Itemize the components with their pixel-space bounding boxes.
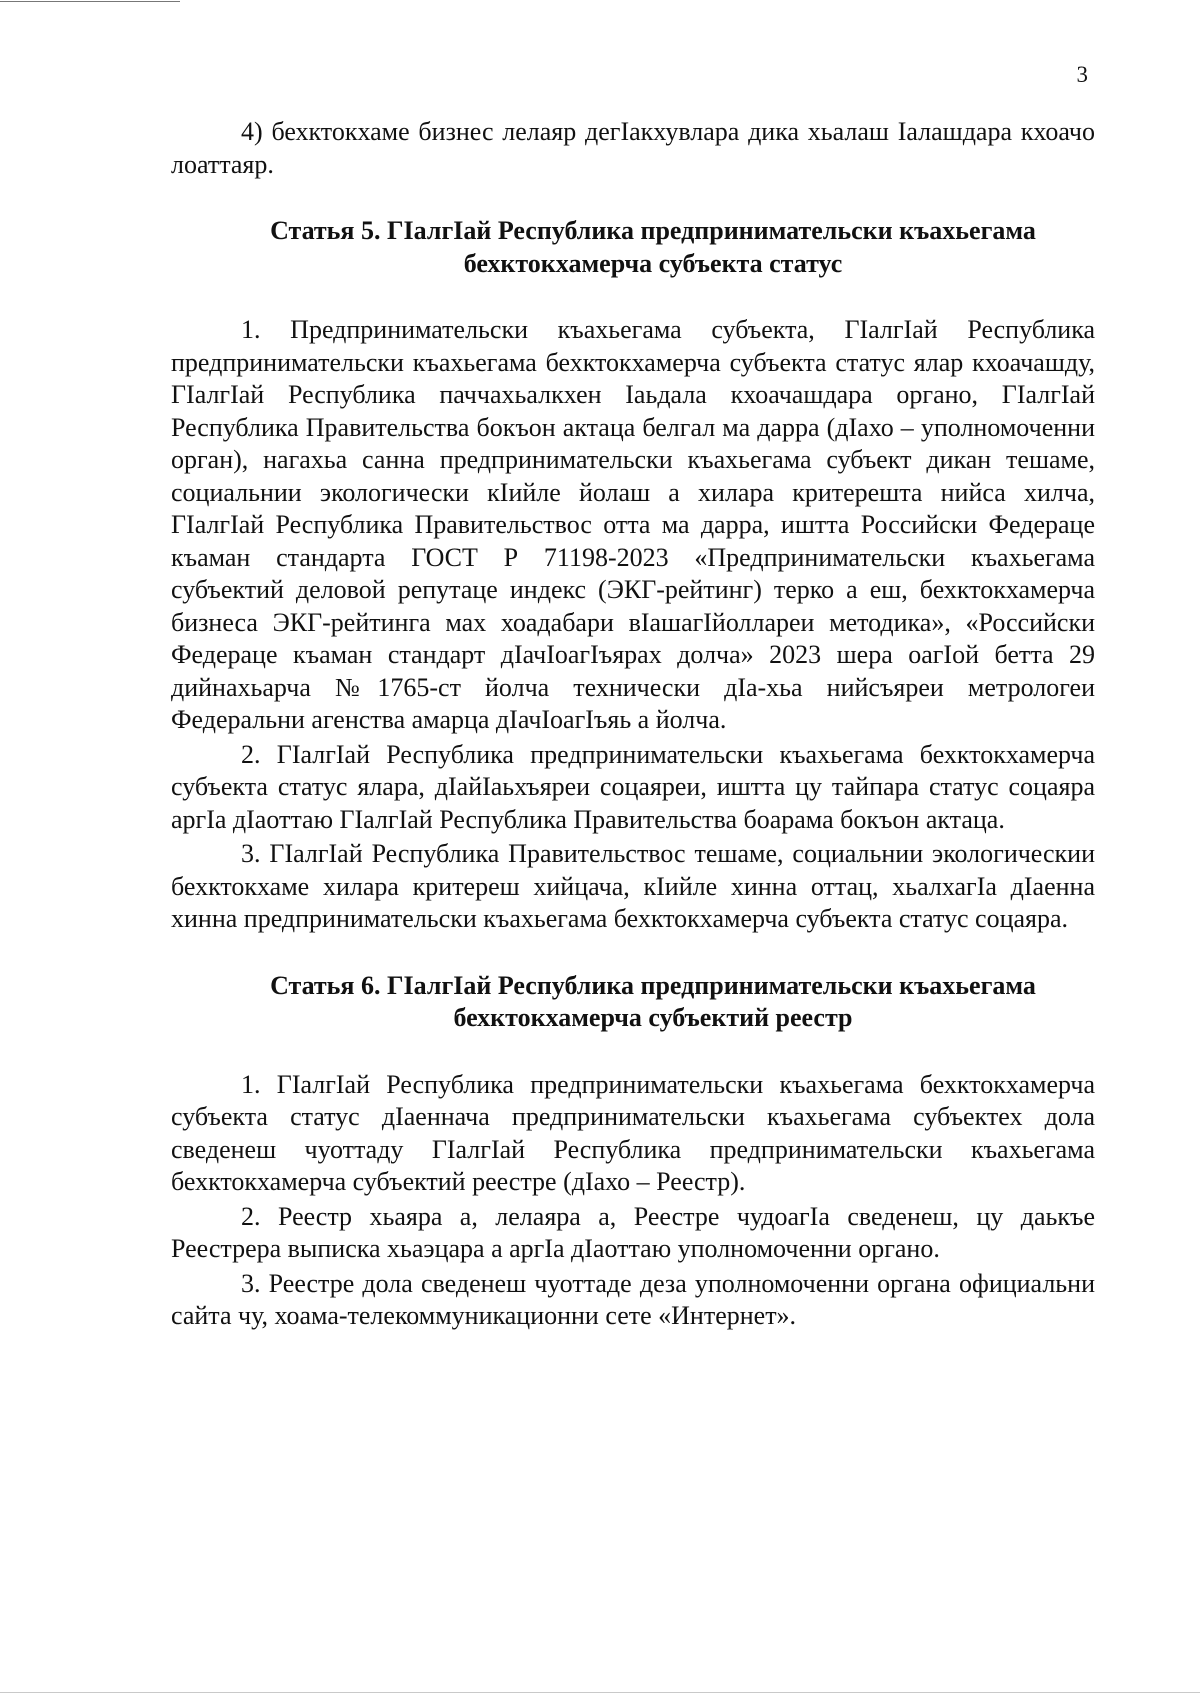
article-5-paragraph-3: 3. ГІалгІай Республика Правительствос тешаме, социальнии экологическии бехктокхаме хилара критереш хийцача, кІийле хинна оттац, хьалхагІа дІаенна хинна предпринимательски къахьегама бехктокхамерча субъекта статус соцаяра. [171, 839, 1095, 933]
article-6-paragraph-2: 2. Реестр хьаяра а, лелаяра а, Реестре чудоагІа сведенеш, цу даькъе Реестрера выписка хьаэцара а аргІа дІаоттаю уполномоченни органо. [171, 1201, 1095, 1263]
article-5 [171, 215, 1095, 936]
article-5-title-line-1: Статья 5. ГІалгІай Республика предпринимательски къахьегама [270, 216, 1036, 245]
article-6-paragraph-1: 1. ГІалгІай Республика предпринимательски къахьегама бехктокхамерча субъекта статус дІаенначa предпринимательски къахьегама субъектех дола сведенеш чуоттаду ГІалгІай Республика предпринимательски къахьегама бехктокхамерча субъектий реестре (дІахо – Реестр). [171, 1069, 1095, 1196]
page-number: 3 [1076, 62, 1088, 87]
article-6-title-line-1: Статья 6. ГІалгІай Республика предпринимательски къахьегама [270, 970, 1036, 1000]
article-6 [171, 970, 1095, 1333]
scan-edge-top [0, 1, 180, 2]
intro-paragraph: 4) бехктокхаме бизнес лелаяр дегІакхувлара дика хьалаш Іалашдара кхоачо лоаттаяр. [171, 117, 1095, 179]
article-6-paragraph-3: 3. Реестре дола сведенеш чуоттаде деза уполномоченни органа официальни сайта чу, хоама-телекоммуникационни сете «Интернет». [171, 1268, 1095, 1330]
document-body [171, 116, 1095, 1333]
article-5-title-line-2: бехктокхамерча субъекта статус [463, 248, 843, 278]
article-6-title-line-2: бехктокхамерча субъектий реестр [453, 1003, 853, 1032]
article-5-paragraph-2: 2. ГІалгІай Республика предпринимательски къахьегама бехктокхамерча субъекта статус ялара, дІайІаьхъяреи соцаяреи, иштта цу тайпара статус соцаяра аргІа дІаоттаю ГІалгІай Республика Правительства боарама бокъон актаца. [171, 739, 1095, 834]
article-5-paragraph-1: 1. Предпринимательски къахьегама субъекта, ГІалгІай Республика предпринимательски къахьегама бехктокхамерча субъекта статус ялар кхоачашду, ГІалгІай Республика паччахьалкхен Іаьдала кхоачашдара органо, ГІалгІай Республика Правительства бокъон актаца белгал ма дарра (дІахо – уполномоченни орган), нагахьа санна предпринимательски къахьегама субъект дикан тешаме, социальнии экологически кІийле йолаш а хилара критерешта нийса хилча, ГІалгІай Республика Правительствос отта ма дарра, иштта Российски Федераце къаман стандарта ГОСТ Р 71198-2023 «Предпринимательски къахьегама субъектий деловой репутаце индекс (ЭКГ-рейтинг) терко а еш, бехктокхамерча бизнеса ЭКГ-рейтинга мах хоадабари вІашагІйоллареи методика», «Российски Федераце къаман стандарт дІачІоагІъярах долча» 2023 шера оагІой бетта 29 дийнахьарча №1765-ст йолча технически дІа-хьа нийсъяреи метрологеи Федеральни агенства амарца дІачІоагІъяь а йолча. [171, 315, 1095, 734]
scan-edge-bottom [0, 1692, 1200, 1693]
